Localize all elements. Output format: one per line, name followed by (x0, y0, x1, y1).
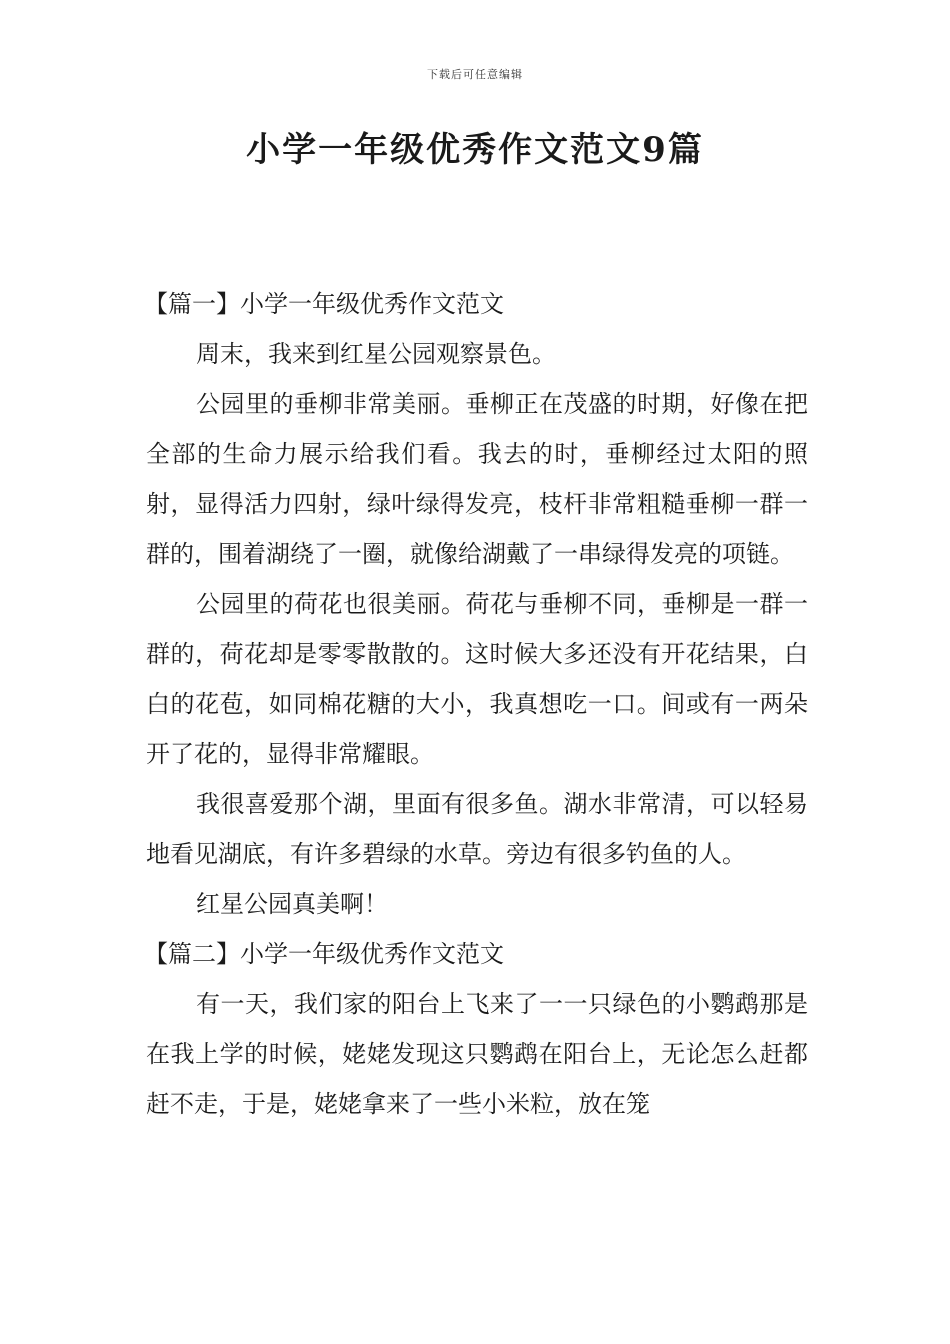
section-heading: 【篇二】小学一年级优秀作文范文 (144, 940, 504, 968)
section-heading: 【篇一】小学一年级优秀作文范文 (144, 290, 504, 318)
paragraph: 公园里的荷花也很美丽。荷花与垂柳不同，垂柳是一群一群的，荷花却是零零散散的。这时候大多还没有开花结果，白白的花苞，如同棉花糖的大小，我真想吃一口。间或有一两朵开了花的，显得非常耀眼。 (146, 590, 808, 768)
header-note: 下载后可任意编辑 (427, 68, 523, 81)
paragraph: 有一天，我们家的阳台上飞来了一一只绿色的小鹦鹉那是在我上学的时候，姥姥发现这只鹦鹉在阳台上，无论怎么赶都赶不走，于是，姥姥拿来了一些小米粒，放在笼 (146, 990, 808, 1118)
paragraph: 周末，我来到红星公园观察景色。 (196, 340, 556, 368)
paragraph: 我很喜爱那个湖，里面有很多鱼。湖水非常清，可以轻易地看见湖底，有许多碧绿的水草。旁边有很多钓鱼的人。 (146, 790, 808, 868)
document-title: 小学一年级优秀作文范文9篇 (246, 130, 704, 170)
section-1 (146, 279, 808, 929)
section-2 (146, 929, 808, 1129)
paragraph: 红星公园真美啊！ (196, 890, 388, 918)
document-body (146, 279, 808, 1129)
paragraph: 公园里的垂柳非常美丽。垂柳正在茂盛的时期，好像在把全部的生命力展示给我们看。我去的时，垂柳经过太阳的照射，显得活力四射，绿叶绿得发亮，枝杆非常粗糙垂柳一群一群的，围着湖绕了一圈，就像给湖戴了一串绿得发亮的项链。 (146, 390, 808, 568)
